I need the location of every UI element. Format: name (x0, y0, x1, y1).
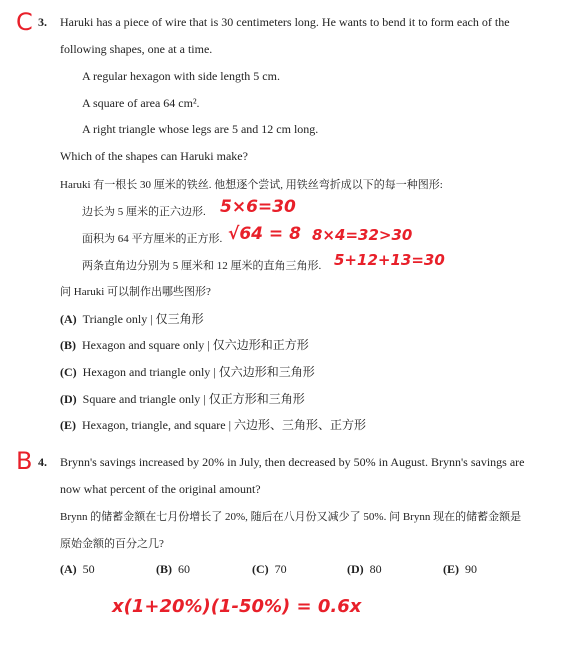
shape-item-en: A regular hexagon with side length 5 cm. (82, 69, 280, 83)
answer-option[interactable] (60, 390, 305, 407)
option-text: Square and triangle only | 仅正方形和三角形 (82, 392, 305, 406)
handwritten-answer-mark: B (16, 447, 33, 475)
question-stem-en-cont: now what percent of the original amount? (60, 482, 261, 496)
question-stem-en: Haruki has a piece of wire that is 30 centimeters long. He wants to bend it to form each of the (60, 15, 510, 29)
option-text: 70 (274, 562, 287, 576)
option-text: 80 (369, 562, 382, 576)
handwritten-note: x(1+20%)(1-50%) = 0.6x (112, 596, 362, 617)
answer-option[interactable] (443, 562, 477, 577)
option-letter: (A) (60, 562, 77, 576)
handwritten-note: √64 = 8 (228, 224, 301, 244)
question-number: 3. (38, 15, 47, 29)
answer-option[interactable] (60, 416, 366, 433)
option-letter: (E) (443, 562, 459, 576)
option-letter: (D) (347, 562, 364, 576)
question-prompt-en: Which of the shapes can Haruki make? (60, 149, 248, 163)
option-letter: (C) (60, 365, 77, 379)
answer-option[interactable] (60, 363, 315, 380)
option-letter: (D) (60, 392, 77, 406)
question-prompt-zh: 问 Haruki 可以制作出哪些图形? (60, 286, 211, 298)
shape-item-zh: 面积为 64 平方厘米的正方形. (82, 233, 223, 245)
question-number: 4. (38, 455, 47, 469)
option-letter: (E) (60, 418, 76, 432)
answer-option[interactable] (60, 336, 309, 353)
answer-option[interactable] (156, 562, 190, 577)
option-letter: (B) (60, 338, 76, 352)
option-text: Hexagon and square only | 仅六边形和正方形 (82, 338, 309, 352)
option-letter: (C) (252, 562, 269, 576)
option-letter: (A) (60, 312, 77, 326)
option-text: Hexagon and triangle only | 仅六边形和三角形 (82, 365, 315, 379)
handwritten-answer-mark: C (16, 8, 33, 36)
answer-option[interactable] (347, 562, 382, 577)
option-text: 90 (465, 562, 477, 576)
shape-item-en: A square of area 64 cm². (82, 96, 200, 110)
option-text: 60 (178, 562, 190, 576)
handwritten-note: 5+12+13=30 (334, 251, 445, 269)
option-text: Triangle only | 仅三角形 (82, 312, 204, 326)
option-text: Hexagon, triangle, and square | 六边形、三角形、正方形 (82, 418, 367, 432)
option-letter: (B) (156, 562, 172, 576)
answer-option[interactable] (60, 562, 95, 577)
option-text: 50 (82, 562, 95, 576)
shape-item-zh: 两条直角边分别为 5 厘米和 12 厘米的直角三角形. (82, 260, 322, 272)
answer-option[interactable] (60, 310, 204, 327)
handwritten-note: 8×4=32>30 (312, 226, 413, 244)
question-stem-zh: Brynn 的储蓄金额在七月份增长了 20%, 随后在八月份又减少了 50%. 问 Brynn 现在的储蓄金额是 (60, 511, 522, 523)
question-stem-en: Brynn's savings increased by 20% in July, then decreased by 50% in August. Brynn's savings are (60, 455, 525, 469)
question-stem-zh-cont: 原始金额的百分之几? (60, 538, 164, 550)
question-stem-zh: Haruki 有一根长 30 厘米的铁丝. 他想逐个尝试, 用铁丝弯折成以下的每一种图形: (60, 179, 443, 191)
handwritten-note: 5×6=30 (220, 197, 296, 217)
shape-item-en: A right triangle whose legs are 5 and 12 cm long. (82, 122, 319, 136)
answer-option[interactable] (252, 562, 287, 577)
shape-item-zh: 边长为 5 厘米的正六边形. (82, 206, 206, 218)
question-stem-en-cont: following shapes, one at a time. (60, 42, 213, 56)
